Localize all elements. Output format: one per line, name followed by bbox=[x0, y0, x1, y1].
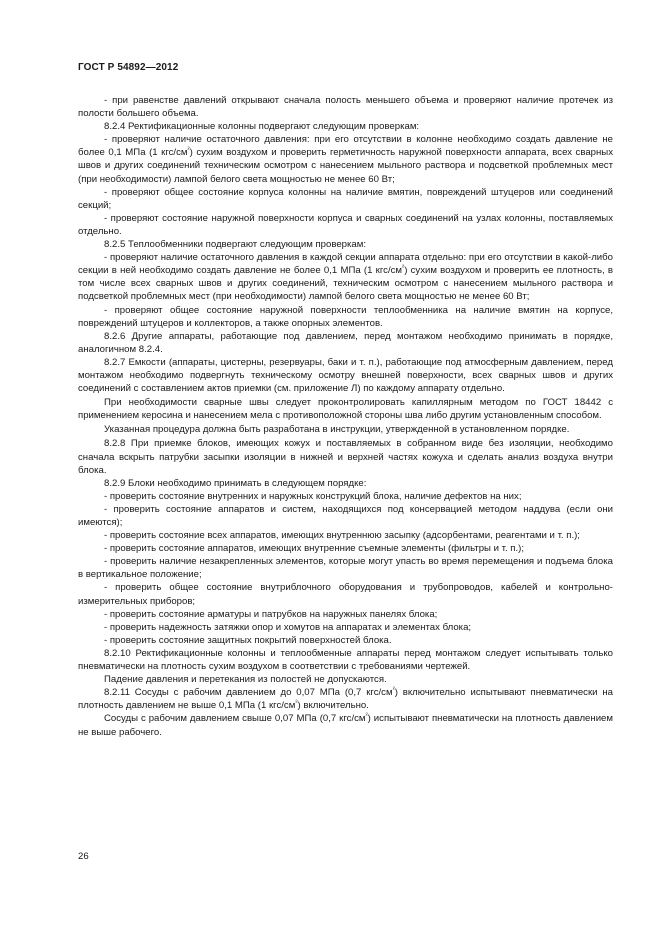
paragraph: - проверить состояние арматуры и патрубков на наружных панелях блока; bbox=[104, 608, 438, 620]
paragraph: 8.2.9 Блоки необходимо принимать в следующем порядке: bbox=[104, 477, 367, 489]
paragraph: Падение давления и перетекания из полостей не допускаются. bbox=[104, 674, 387, 686]
paragraph: - проверить состояние всех аппаратов, имеющих внутреннюю засыпку (адсорбентами, реагентами и т. п.); bbox=[104, 530, 580, 542]
paragraph: - проверить состояние внутренних и наружных конструкций блока, наличие дефектов на них; bbox=[104, 490, 522, 502]
paragraph: Указанная процедура должна быть разработана в инструкции, утвержденной в установленном порядке. bbox=[104, 424, 570, 436]
paragraph: - проверяют общее состояние наружной поверхности теплообменника на наличие вмятин на корпусе, повреждений штуцеров и коллекторов, а также опорных элементов. bbox=[78, 304, 613, 329]
paragraph: - проверяют состояние наружной поверхности корпуса и сварных соединений на узлах колонны, поставляемых отдельно. bbox=[78, 212, 613, 237]
paragraph: 8.2.7 Емкости (аппараты, цистерны, резервуары, баки и т. п.), работающие под атмосферным давлением, перед монтажом необходимо подвергнуть техническому осмотру внешней поверхности, всех сварных швов и других соединений с составлением актов приемки (см. приложение Л) по каждому аппарату отдельно. bbox=[78, 356, 613, 395]
paragraph: 8.2.4 Ректификационные колонны подвергают следующим проверкам: bbox=[104, 121, 420, 133]
paragraph: 8.2.10 Ректификационные колонны и теплообменные аппараты перед монтажом следует испытывать только пневматически на плотность сухим воздухом в соответствии с требованиями чертежей. bbox=[78, 647, 613, 673]
paragraph: - проверяют наличие остаточного давления: при его отсутствии в колонне необходимо создать давление не более 0,1 МПа (1 кгс/$см^{^2}$) сухим воздухом и проверить герметичность наружной поверхности аппарата, всех сварных швов и других соединений техническим осмотром с нанесением мыльного раствора и подсветкой проблемных мест (при необходимости) лампой белого света мощностью не менее 60 Вт; bbox=[78, 134, 613, 185]
paragraph: 8.2.8 При приемке блоков, имеющих кожух и поставляемых в собранном виде без изоляции, необходимо сначала вскрыть патрубки засыпки изоляции в нижней и верхней частях кожуха и сделать анализ воздуха внутри блока. bbox=[78, 438, 613, 476]
paragraph: 8.2.6 Другие аппараты, работающие под давлением, перед монтажом необходимо принимать в порядке, аналогичном 8.2.4. bbox=[78, 330, 613, 355]
paragraph: - проверить состояние защитных покрытий поверхностей блока. bbox=[104, 634, 392, 646]
paragraph: - при равенстве давлений открывают сначала полость меньшего объема и проверяют наличие протечек из полости большего объема. bbox=[78, 95, 613, 120]
paragraph: При необходимости сварные швы следует проконтролировать капиллярным методом по ГОСТ 18442 с применением керосина и нанесением мела с противоположной стороны шва либо другим установленным способом. bbox=[78, 397, 613, 422]
paragraph: Сосуды с рабочим давлением свыше 0,07 МПа (0,7 кгс/$см^{^2}$) испытывают пневматически на плотность давлением не выше рабочего. bbox=[78, 712, 613, 738]
paragraph: - проверить наличие незакрепленных элементов, которые могут упасть во время перемещения и подъема блока в вертикальное положение; bbox=[78, 556, 613, 581]
paragraph: - проверить общее состояние внутриблочного оборудования и трубопроводов, кабелей и контрольно-измерительных приборов; bbox=[78, 582, 613, 607]
paragraph: - проверяют наличие остаточного давления в каждой секции аппарата отдельно: при его отсутствии в какой-либо секции в ней необходимо создать давление не более 0,1 МПа (1 кгс/$см^{^2}$) сухим воздухом и проверить ее плотность, в том числе всех сварных швов и других соединений, техническим осмотром с нанесением мыльного раствора и подсветкой проблемных мест (при необходимости) лампой белого света мощностью не менее 60 Вт; bbox=[78, 252, 613, 303]
document-body bbox=[78, 94, 613, 739]
paragraph: - проверить состояние аппаратов и систем, находящихся под консервацией методом наддува (если они имеются); bbox=[78, 503, 613, 528]
paragraph: - проверить надежность затяжки опор и хомутов на аппаратах и элементах блока; bbox=[104, 621, 472, 633]
document-header: ГОСТ Р 54892—2012 bbox=[78, 62, 179, 73]
paragraph: - проверить состояние аппаратов, имеющих внутренние съемные элементы (фильтры и т. п.); bbox=[104, 543, 525, 555]
paragraph: - проверяют общее состояние корпуса колонны на наличие вмятин, повреждений штуцеров или соединений секций; bbox=[78, 186, 613, 211]
paragraph: 8.2.11 Сосуды с рабочим давлением до 0,07 МПа (0,7 кгс/$см^{^2}$) включительно испытывают пневматически на плотность давлением не выше 0,1 МПа (1 кгс/$см^{^2}$) включительно. bbox=[78, 686, 613, 712]
page-number: 26 bbox=[78, 851, 89, 862]
paragraph: 8.2.5 Теплообменники подвергают следующим проверкам: bbox=[104, 239, 367, 251]
